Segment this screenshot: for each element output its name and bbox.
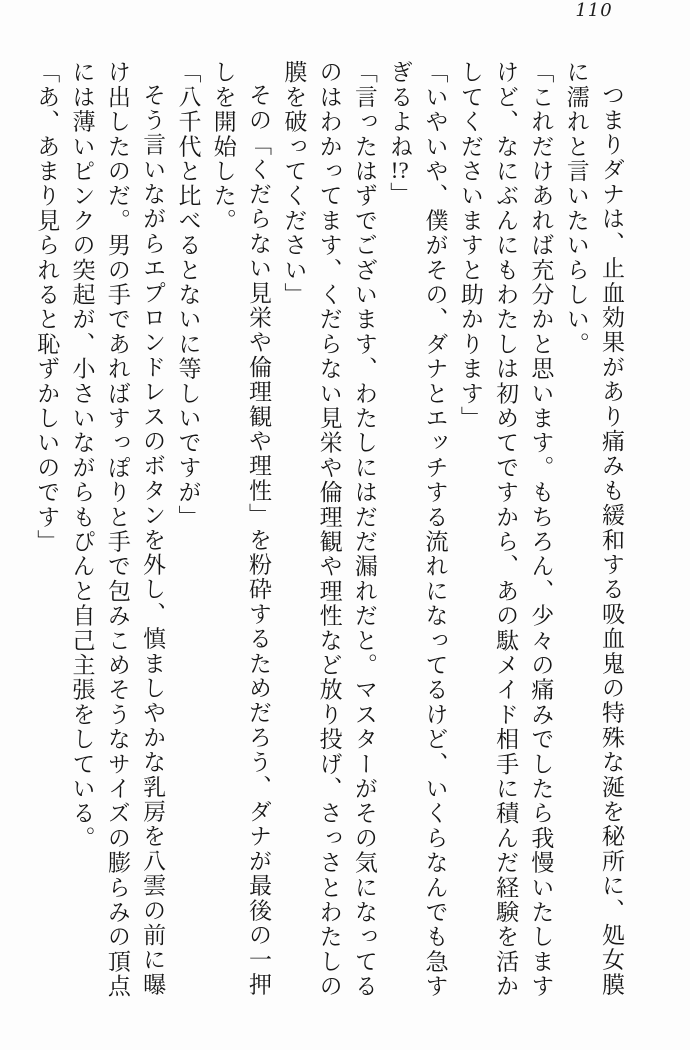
page-text [28, 60, 629, 1008]
paragraph: 「八千代と比べるとないに等しいですが」 [175, 60, 201, 530]
paragraph: 「いやいや、僕がその、ダナとエッチする流れになってるけど、いくらなんでも急すぎるよね!?」 [387, 60, 448, 999]
paragraph: つまりダナは、止血効果があり痛みも緩和する吸血鬼の特殊な涎を秘所に、処女膜に濡れと言いたいらしい。 [563, 60, 624, 997]
paragraph: その「くだらない見栄や倫理観や理性」を粉砕するためだろう、ダナが最後の一押しを開始した。 [210, 60, 272, 997]
paragraph: 「あ、あまり見られると恥ずかしいのです」 [34, 60, 60, 554]
page-number: 110 [575, 0, 613, 21]
paragraph: 「言ったはずでございます、わたしにはだだ漏れだと。マスターがその気になってるのはわかってます、くだらない見栄や倫理観や理性など放り投げ、さっさとわたしの膜を破ってください」 [281, 60, 377, 999]
tate-chu-yoko-exclamation-question: !? [390, 158, 409, 182]
paragraph: 「これだけあれば充分かと思います。もちろん、少々の痛みでしたら我慢いたしますけど、なにぶんにもわたしは初めてですから、あの駄メイド相手に積んだ経験を活かしてくださいますと助かります」 [457, 60, 554, 999]
paragraph: そう言いながらエプロンドレスのボタンを外し、慎ましやかな乳房を八雲の前に曝け出したのだ。男の手であればすっぽりと手で包みこめそうなサイズの膨らみの頂点には薄いピンクの突起が、小さいながらもぴんと自己主張をしている。 [69, 60, 166, 999]
